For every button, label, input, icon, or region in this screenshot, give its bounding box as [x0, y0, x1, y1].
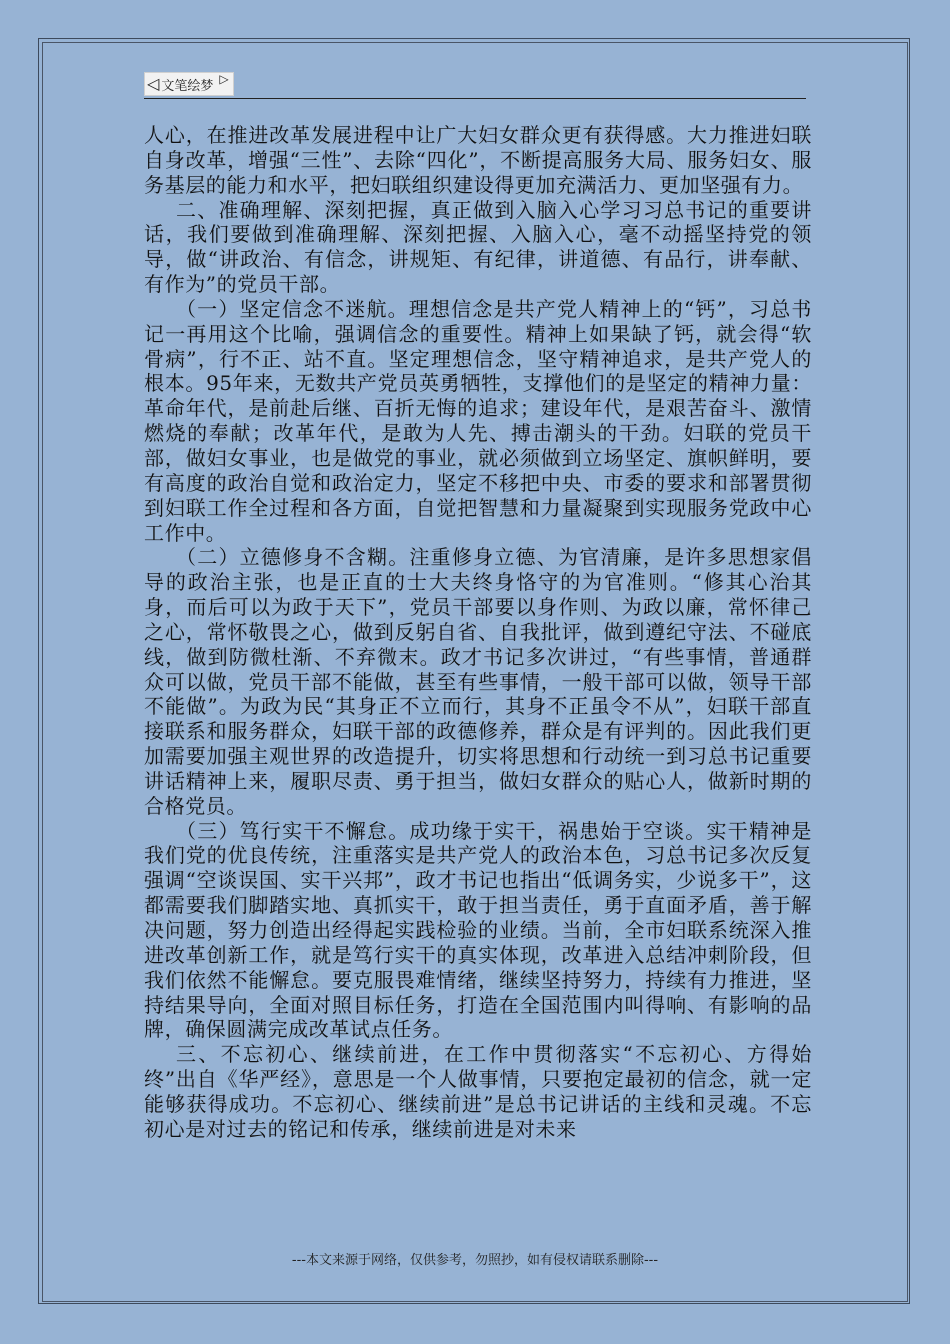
logo	[144, 72, 234, 96]
document-header	[144, 70, 806, 99]
triangle-left-icon: ◁	[147, 74, 160, 93]
logo-text: 文笔绘梦	[161, 78, 214, 94]
paragraph: （一）坚定信念不迷航。理想信念是共产党人精神上的“钙”，习总书记一再用这个比喻，强调信念的重要性。精神上如果缺了钙，就会得“软骨病”，行不正、站不直。坚定理想信念，坚守精神追求，是共产党人的根本。95年来，无数共产党员英勇牺牲，支撑他们的是坚定的精神力量：革命年代，是前赴后继、百折无悔的追求；建设年代，是艰苦奋斗、激情燃烧的奉献；改革年代，是敢为人先、搏击潮头的干劲。妇联的党员干部，做妇女事业，也是做党的事业，就必须做到立场坚定、旗帜鲜明，要有高度的政治自觉和政治定力，坚定不移把中央、市委的要求和部署贯彻到妇联工作全过程和各方面，自觉把智慧和力量凝聚到实现服务党政中心工作中。	[144, 296, 812, 545]
document-body	[144, 123, 812, 1142]
paragraph: （二）立德修身不含糊。注重修身立德、为官清廉，是许多思想家倡导的政治主张，也是正直的士大夫终身恪守的为官准则。“修其心治其身，而后可以为政于天下”，党员干部要以身作则、为政以廉，常怀律己之心，常怀敬畏之心，做到反躬自省、自我批评，做到遵纪守法、不碰底线，做到防微杜渐、不弃微末。政才书记多次讲过，“有些事情，普通群众可以做，党员干部不能做，甚至有些事情，一般干部可以做，领导干部不能做”。为政为民“其身正不立而行，其身不正虽令不从”，妇联干部直接联系和服务群众，妇联干部的政德修养，群众是有评判的。因此我们更加需要加强主观世界的改造提升，切实将思想和行动统一到习总书记重要讲话精神上来，履职尽责、勇于担当，做妇女群众的贴心人，做新时期的合格党员。	[144, 545, 812, 818]
footer-disclaimer: ---本文来源于网络，仅供参考，勿照抄，如有侵权请联系删除---	[291, 1253, 659, 1268]
paragraph: （三）笃行实干不懈怠。成功缘于实干，祸患始于空谈。实干精神是我们党的优良传统，注重落实是共产党人的政治本色，习总书记多次反复强调“空谈误国、实干兴邦”，政才书记也指出“低调务实，少说多干”，这都需要我们脚踏实地、真抓实干，敢于担当责任，勇于直面矛盾，善于解决问题，努力创造出经得起实践检验的业绩。当前，全市妇联系统深入推进改革创新工作，就是笃行实干的真实体现，改革进入总结冲刺阶段，但我们依然不能懈怠。要克服畏难情绪，继续坚持努力，持续有力推进，坚持结果导向，全面对照目标任务，打造在全国范围内叫得响、有影响的品牌，确保圆满完成改革试点任务。	[144, 818, 812, 1042]
paragraph: 人心，在推进改革发展进程中让广大妇女群众更有获得感。大力推进妇联自身改革，增强“三性”、去除“四化”，不断提高服务大局、服务妇女、服务基层的能力和水平，把妇联组织建设得更加充满活力、更加坚强有力。	[144, 123, 812, 197]
paragraph: 三、不忘初心、继续前进，在工作中贯彻落实“不忘初心、方得始终”出自《华严经》，意思是一个人做事情，只要抱定最初的信念，就一定能够获得成功。不忘初心、继续前进”是总书记讲话的主线和灵魂。不忘初心是对过去的铭记和传承，继续前进是对未来	[144, 1042, 812, 1141]
triangle-right-icon: ▷	[219, 72, 229, 86]
paragraph: 二、准确理解、深刻把握，真正做到入脑入心学习习总书记的重要讲话，我们要做到准确理解、深刻把握、入脑入心，毫不动摇坚持党的领导，做“讲政治、有信念，讲规矩、有纪律，讲道德、有品行，讲奉献、有作为”的党员干部。	[144, 197, 812, 297]
